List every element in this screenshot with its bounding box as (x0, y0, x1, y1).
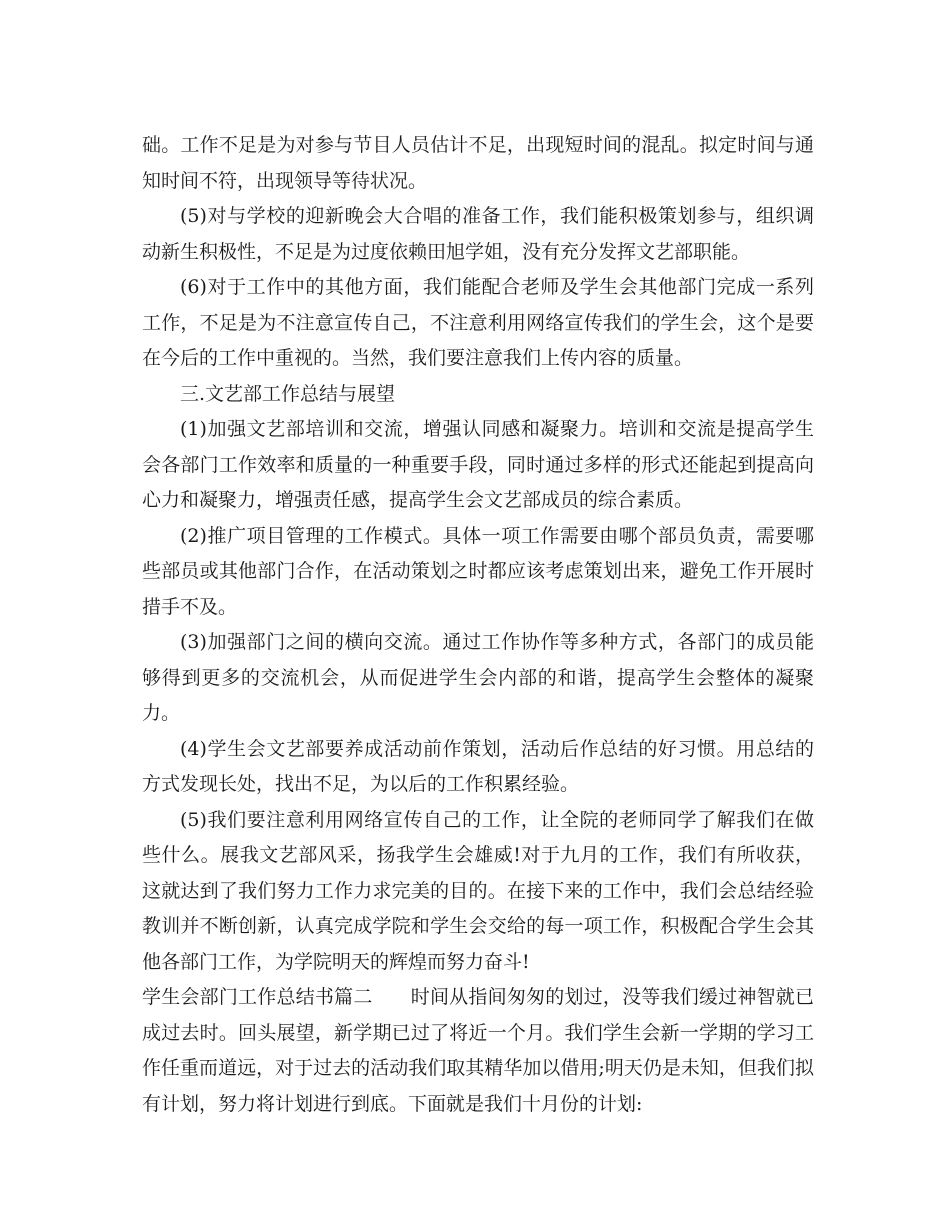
part-two-text: 时间从指间匆匆的划过，没等我们缓过神智就已成过去时。回头展望，新学期已过了将近一个月。我们学生会新一学期的学习工作任重而道远，对于过去的活动我们取其精华加以借用;明天仍是未知，但我们拟有计划，努力将计划进行到底。下面就是我们十月份的计划: (142, 986, 814, 1115)
paragraph-part-two (142, 980, 814, 1122)
section-heading-summary: 三.文艺部工作总结与展望 (180, 382, 396, 405)
part-two-heading: 学生会部门工作总结书篇二 (142, 986, 373, 1008)
paragraph-outlook-3: (3)加强部门之间的横向交流。通过工作协作等多种方式，各部门的成员能够得到更多的交流机会，从而促进学生会内部的和谐，提高学生会整体的凝聚力。 (142, 631, 814, 724)
paragraph-outlook-4: (4)学生会文艺部要养成活动前作策划，活动后作总结的好习惯。用总结的方式发现长处，找出不足，为以后的工作积累经验。 (142, 737, 814, 795)
paragraph-item-6-other: (6)对于工作中的其他方面，我们能配合老师及学生会其他部门完成一系列工作，不足是为不注意宣传自己，不注意利用网络宣传我们的学生会，这个是要在今后的工作中重视的。当然，我们要注意我们上传内容的质量。 (142, 276, 814, 369)
paragraph-item-5-gala: (5)对与学校的迎新晚会大合唱的准备工作，我们能积极策划参与，组织调动新生积极性，不足是为过度依赖田旭学姐，没有充分发挥文艺部职能。 (142, 205, 814, 263)
paragraph-outlook-1: (1)加强文艺部培训和交流，增强认同感和凝聚力。培训和交流是提高学生会各部门工作效率和质量的一种重要手段，同时通过多样的形式还能起到提高向心力和凝聚力，增强责任感，提高学生会文艺部成员的综合素质。 (142, 418, 814, 511)
paragraph-outlook-5: (5)我们要注意利用网络宣传自己的工作，让全院的老师同学了解我们在做些什么。展我文艺部风采，扬我学生会雄威!对于九月的工作，我们有所收获，这就达到了我们努力工作力求完美的目的。在接下来的工作中，我们会总结经验教训并不断创新，认真完成学院和学生会交给的每一项工作，积极配合学生会其他各部门工作，为学院明天的辉煌而努力奋斗! (142, 808, 814, 973)
document-body (142, 128, 814, 1122)
paragraph-outlook-2: (2)推广项目管理的工作模式。具体一项工作需要由哪个部员负责，需要哪些部员或其他部门合作，在活动策划之时都应该考虑策划出来，避免工作开展时措手不及。 (142, 524, 814, 618)
paragraph-continuation: 础。工作不足是为对参与节目人员估计不足，出现短时间的混乱。拟定时间与通知时间不符，出现领导等待状况。 (142, 134, 814, 192)
